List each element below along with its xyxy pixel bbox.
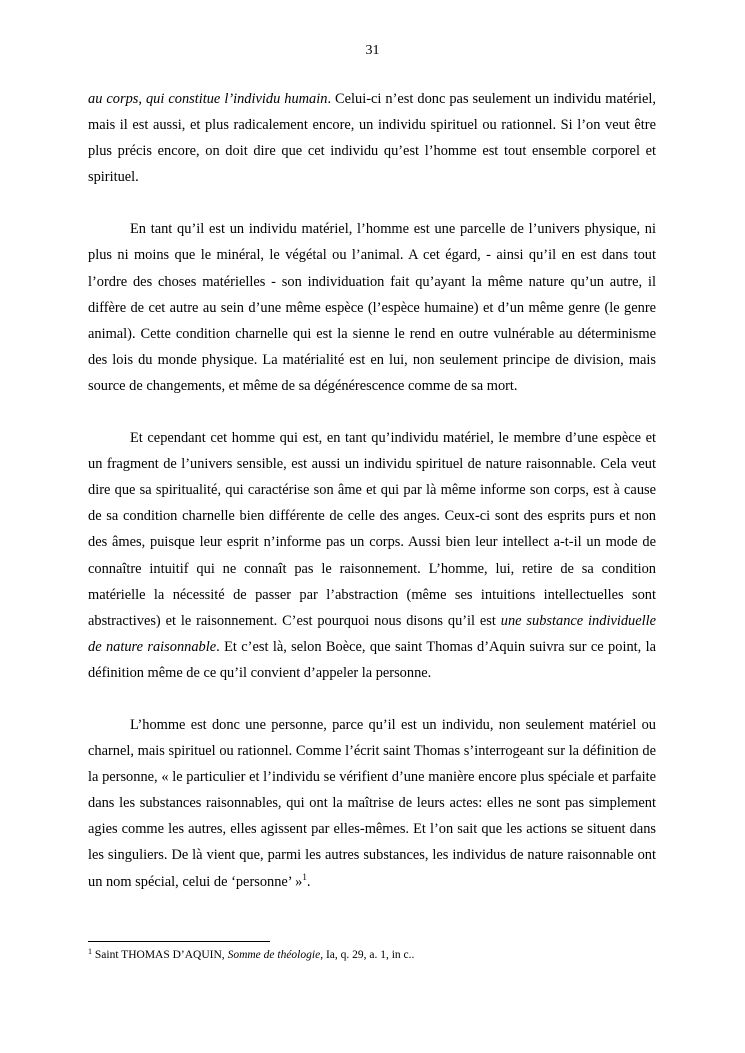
text-span: . Celui-ci n’est donc pas seulement un individu matériel, mais il est aussi, et plus radicalement encore, un individu spirituel ou rationnel. Si l’on veut être plus précis encore, on doit dire que cet individu qu’est l’homme est tout ensemble corporel et spirituel.	[88, 91, 656, 186]
paragraph-1	[88, 86, 656, 190]
footnote-divider	[88, 941, 270, 942]
text-span: L’homme est donc une personne, parce qu’il est un individu, non seulement matériel ou charnel, mais spirituel ou rationnel. Comme l’écrit saint Thomas s’interrogeant sur la définition de la personne, « le particulier et l’individu se vérifient d’une manière encore plus spéciale et parfaite dans les substances raisonnables, qui ont la maîtrise de leurs actes: elles ne sont pas simplement agies comme les autres, elles agissent par elles-mêmes. Et l’on sait que les actions se situent dans les singuliers. De là vient que, parmi les autres substances, les individus de nature raisonnable ont un nom spécial, celui de ‘personne’ »	[88, 716, 656, 890]
text-span: .	[306, 873, 311, 890]
text-span: . Et c’est là, selon Boèce, que saint Thomas d’Aquin suivra sur ce point, la définition même de ce qu’il convient d’appeler la personne.	[88, 638, 657, 681]
italic-phrase: une substance individuelle de nature raisonnable	[88, 612, 656, 655]
footnote-rest: , Ia, q. 29, a. 1, in c..	[320, 949, 415, 961]
italic-phrase: au corps, qui constitue l’individu humain	[88, 91, 328, 107]
page-number: 31	[365, 43, 380, 58]
footnote-number: 1	[88, 947, 92, 956]
footnote-author: Saint THOMAS D’AQUIN,	[92, 949, 228, 961]
paragraph-3	[88, 425, 656, 686]
footnote	[88, 948, 656, 962]
footnote-reference[interactable]: 1	[302, 871, 307, 882]
body-text	[88, 86, 656, 921]
paragraph-4	[88, 712, 656, 895]
text-span: Et cependant cet homme qui est, en tant qu’individu matériel, le membre d’une espèce et un fragment de l’univers sensible, est aussi un individu spirituel de nature raisonnable. Cela veut dire que sa spiritualité, qui caractérise son âme et qui par là même informe son corps, est à cause de sa condition charnelle bien différente de celle des anges. Ceux-ci sont des esprits purs et non des âmes, puisque leur esprit n’informe pas un corps. Aussi bien leur intellect a-t-il un mode de connaître intuitif qui ne connaît pas le raisonnement. L’homme, lui, retire de sa condition matérielle la nécessité de passer par l’abstraction (même ses intuitions intellectuelles sont abstractives) et le raisonnement. C’est pourquoi nous disons qu’il est	[88, 430, 656, 629]
footnote-title: Somme de théologie	[227, 949, 321, 961]
paragraph-2: En tant qu’il est un individu matériel, l’homme est une parcelle de l’univers physique, ni plus ni moins que le minéral, le végétal ou l’animal. A cet égard, - ainsi qu’il en est dans tout l’ordre des choses matérielles - son individuation fait qu’ayant la même nature qu’un autre, il diffère de cet autre au sein d’une même espèce (l’espèce humaine) et d’un même genre (le genre animal). Cette condition charnelle qui est la sienne le rend en outre vulnérable au déterminisme des lois du monde physique. La matérialité est en lui, non seulement principe de division, mais source de changements, et même de sa dégénérescence comme de sa mort.	[88, 221, 656, 394]
